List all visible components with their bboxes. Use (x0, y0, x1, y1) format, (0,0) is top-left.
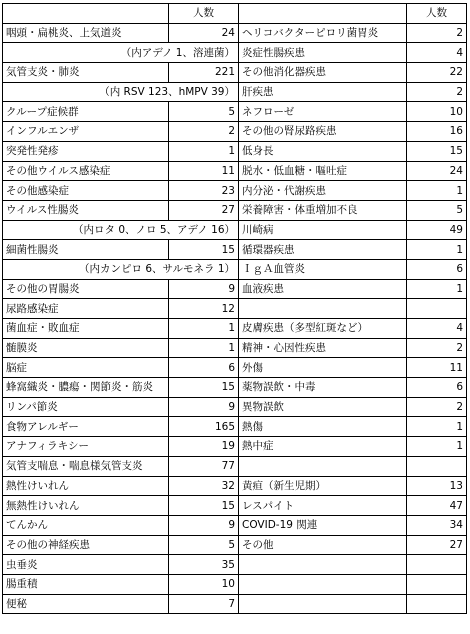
table-row (3, 555, 467, 575)
left-disease-name: 突発性発疹 (3, 141, 169, 161)
left-disease-name: インフルエンザ (3, 122, 169, 142)
left-patient-count: 7 (169, 594, 239, 614)
header-right-count: 人数 (407, 4, 467, 24)
right-patient-count: 11 (407, 358, 467, 378)
left-disease-name: ウイルス性腸炎 (3, 200, 169, 220)
left-patient-count: 15 (169, 378, 239, 398)
right-disease-name: 炎症性腸疾患 (239, 43, 407, 63)
left-patient-count: 165 (169, 417, 239, 437)
right-disease-name: 低身長 (239, 141, 407, 161)
left-patient-count: 77 (169, 456, 239, 476)
right-disease-name (239, 574, 407, 594)
right-disease-name: COVID-19 関連 (239, 515, 407, 535)
left-disease-name: 食物アレルギー (3, 417, 169, 437)
right-patient-count: 27 (407, 535, 467, 555)
right-disease-name: 精神・心因性疾患 (239, 338, 407, 358)
right-disease-name: 川崎病 (239, 220, 407, 240)
header-right-disease (239, 4, 407, 24)
right-patient-count: 1 (407, 240, 467, 260)
left-patient-count: 24 (169, 23, 239, 43)
left-disease-name: 蜂窩織炎・膿瘍・関節炎・筋炎 (3, 378, 169, 398)
right-disease-name: 内分泌・代謝疾患 (239, 181, 407, 201)
table-row (3, 496, 467, 516)
table-body (3, 23, 467, 614)
right-disease-name: ヘリコバクターピロリ菌胃炎 (239, 23, 407, 43)
left-patient-count: 15 (169, 496, 239, 516)
header-left-count: 人数 (169, 4, 239, 24)
right-disease-name: 血液疾患 (239, 279, 407, 299)
table-row (3, 43, 467, 63)
left-disease-name: その他感染症 (3, 181, 169, 201)
left-disease-name: 気管支喘息・喘息様気管支炎 (3, 456, 169, 476)
right-patient-count: 6 (407, 378, 467, 398)
table-row (3, 23, 467, 43)
left-disease-name: （内アデノ 1、溶連菌） (3, 43, 239, 63)
right-disease-name (239, 594, 407, 614)
left-patient-count: 35 (169, 555, 239, 575)
table-row (3, 319, 467, 339)
table-row (3, 141, 467, 161)
left-disease-name: 腸重積 (3, 574, 169, 594)
right-disease-name: その他の腎尿路疾患 (239, 122, 407, 142)
left-patient-count: 1 (169, 141, 239, 161)
left-disease-name: （内カンピロ 6、サルモネラ 1） (3, 259, 239, 279)
left-disease-name: 熱性けいれん (3, 476, 169, 496)
left-patient-count: 32 (169, 476, 239, 496)
left-patient-count: 27 (169, 200, 239, 220)
right-disease-name: ネフローゼ (239, 102, 407, 122)
left-disease-name: 虫垂炎 (3, 555, 169, 575)
table-row (3, 515, 467, 535)
table-row (3, 358, 467, 378)
right-disease-name: 熱中症 (239, 437, 407, 457)
disease-count-table (2, 3, 467, 614)
right-patient-count: 15 (407, 141, 467, 161)
right-patient-count: 13 (407, 476, 467, 496)
right-patient-count: 24 (407, 161, 467, 181)
disease-count-table-container (2, 3, 467, 614)
right-disease-name: その他消化器疾患 (239, 63, 407, 83)
table-row (3, 476, 467, 496)
right-disease-name (239, 299, 407, 319)
table-row (3, 378, 467, 398)
left-disease-name: その他の胃腸炎 (3, 279, 169, 299)
left-patient-count: 10 (169, 574, 239, 594)
right-disease-name: 異物誤飲 (239, 397, 407, 417)
left-patient-count: 9 (169, 279, 239, 299)
right-patient-count (407, 299, 467, 319)
right-patient-count: 1 (407, 181, 467, 201)
table-row (3, 574, 467, 594)
left-patient-count: 9 (169, 515, 239, 535)
table-row (3, 82, 467, 102)
table-row (3, 220, 467, 240)
left-disease-name: その他の神経疾患 (3, 535, 169, 555)
right-patient-count (407, 574, 467, 594)
right-disease-name: ＩｇＡ血管炎 (239, 259, 407, 279)
table-row (3, 338, 467, 358)
right-patient-count: 2 (407, 338, 467, 358)
right-disease-name: 黄疸（新生児期） (239, 476, 407, 496)
table-row (3, 161, 467, 181)
left-patient-count: 6 (169, 358, 239, 378)
right-patient-count (407, 555, 467, 575)
left-disease-name: クループ症候群 (3, 102, 169, 122)
right-patient-count: 34 (407, 515, 467, 535)
left-disease-name: リンパ節炎 (3, 397, 169, 417)
left-disease-name: 便秘 (3, 594, 169, 614)
right-disease-name: 肝疾患 (239, 82, 407, 102)
left-disease-name: 脳症 (3, 358, 169, 378)
right-patient-count: 4 (407, 43, 467, 63)
right-patient-count: 4 (407, 319, 467, 339)
right-patient-count: 47 (407, 496, 467, 516)
right-disease-name: 熱傷 (239, 417, 407, 437)
left-patient-count: 9 (169, 397, 239, 417)
left-disease-name: 尿路感染症 (3, 299, 169, 319)
left-patient-count: 5 (169, 535, 239, 555)
right-patient-count (407, 594, 467, 614)
right-disease-name: 薬物誤飲・中毒 (239, 378, 407, 398)
right-patient-count (407, 456, 467, 476)
right-patient-count: 2 (407, 397, 467, 417)
left-disease-name: その他ウイルス感染症 (3, 161, 169, 181)
right-disease-name: 脱水・低血糖・嘔吐症 (239, 161, 407, 181)
left-disease-name: 無熱性けいれん (3, 496, 169, 516)
header-left-disease (3, 4, 169, 24)
table-row (3, 535, 467, 555)
table-row (3, 594, 467, 614)
left-disease-name: 髄膜炎 (3, 338, 169, 358)
table-row (3, 259, 467, 279)
right-patient-count: 49 (407, 220, 467, 240)
left-patient-count: 15 (169, 240, 239, 260)
left-disease-name: アナフィラキシー (3, 437, 169, 457)
right-disease-name: 外傷 (239, 358, 407, 378)
left-patient-count: 11 (169, 161, 239, 181)
table-row (3, 437, 467, 457)
right-patient-count: 1 (407, 279, 467, 299)
left-patient-count: 23 (169, 181, 239, 201)
header-row (3, 4, 467, 24)
left-disease-name: 細菌性腸炎 (3, 240, 169, 260)
table-row (3, 181, 467, 201)
right-patient-count: 5 (407, 200, 467, 220)
table-row (3, 299, 467, 319)
left-disease-name: てんかん (3, 515, 169, 535)
left-patient-count: 2 (169, 122, 239, 142)
right-patient-count: 16 (407, 122, 467, 142)
left-patient-count: 5 (169, 102, 239, 122)
left-patient-count: 12 (169, 299, 239, 319)
right-patient-count: 6 (407, 259, 467, 279)
table-row (3, 102, 467, 122)
right-disease-name: その他 (239, 535, 407, 555)
table-row (3, 63, 467, 83)
left-patient-count: 1 (169, 319, 239, 339)
left-patient-count: 1 (169, 338, 239, 358)
table-row (3, 200, 467, 220)
right-patient-count: 1 (407, 417, 467, 437)
right-disease-name: 循環器疾患 (239, 240, 407, 260)
left-disease-name: 気管支炎・肺炎 (3, 63, 169, 83)
table-row (3, 122, 467, 142)
table-row (3, 397, 467, 417)
right-patient-count: 2 (407, 23, 467, 43)
right-disease-name: 栄養障害・体重増加不良 (239, 200, 407, 220)
right-disease-name: レスパイト (239, 496, 407, 516)
right-disease-name (239, 555, 407, 575)
left-disease-name: 咽頭・扁桃炎、上気道炎 (3, 23, 169, 43)
left-disease-name: （内ロタ 0、ノロ 5、アデノ 16） (3, 220, 239, 240)
right-disease-name (239, 456, 407, 476)
right-disease-name: 皮膚疾患（多型紅斑など） (239, 319, 407, 339)
right-patient-count: 1 (407, 437, 467, 457)
right-patient-count: 22 (407, 63, 467, 83)
table-row (3, 417, 467, 437)
table-row (3, 240, 467, 260)
table-row (3, 456, 467, 476)
right-patient-count: 10 (407, 102, 467, 122)
table-row (3, 279, 467, 299)
left-disease-name: （内 RSV 123、hMPV 39） (3, 82, 239, 102)
right-patient-count: 2 (407, 82, 467, 102)
left-patient-count: 221 (169, 63, 239, 83)
left-disease-name: 菌血症・敗血症 (3, 319, 169, 339)
left-patient-count: 19 (169, 437, 239, 457)
